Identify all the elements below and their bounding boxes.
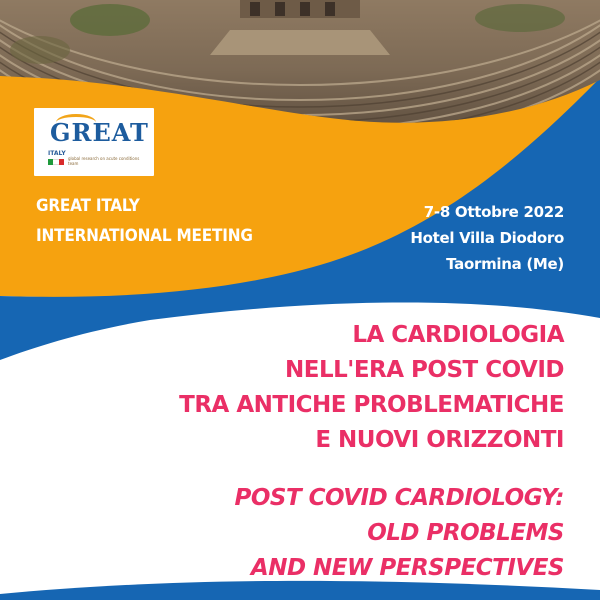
event-dates: 7-8 Ottobre 2022 (423, 203, 564, 221)
title-en-line-2: OLD PROBLEMS (367, 520, 564, 546)
title-english (234, 481, 564, 586)
logo-tagline: global research on acute conditions team (68, 156, 140, 166)
italian-flag-icon (48, 159, 64, 165)
meeting-line-1: GREAT ITALY (36, 196, 140, 216)
event-city: Taormina (Me) (446, 255, 564, 273)
logo-country: ITALY (48, 150, 66, 157)
title-italian (179, 318, 564, 458)
title-it-line-3: TRA ANTICHE PROBLEMATICHE (179, 392, 564, 418)
title-it-line-4: E NUOVI ORIZZONTI (315, 427, 564, 453)
title-en-line-3: AND NEW PERSPECTIVES (250, 555, 564, 581)
meeting-line-2: INTERNATIONAL MEETING (36, 226, 253, 246)
title-en-line-1: POST COVID CARDIOLOGY: (234, 485, 564, 511)
event-venue: Hotel Villa Diodoro (410, 229, 564, 247)
event-info (410, 199, 564, 277)
meeting-name (36, 191, 253, 251)
logo-wordmark: GREAT (50, 118, 149, 147)
title-it-line-1: LA CARDIOLOGIA (352, 322, 564, 348)
great-logo (34, 108, 154, 176)
title-it-line-2: NELL'ERA POST COVID (285, 357, 564, 383)
